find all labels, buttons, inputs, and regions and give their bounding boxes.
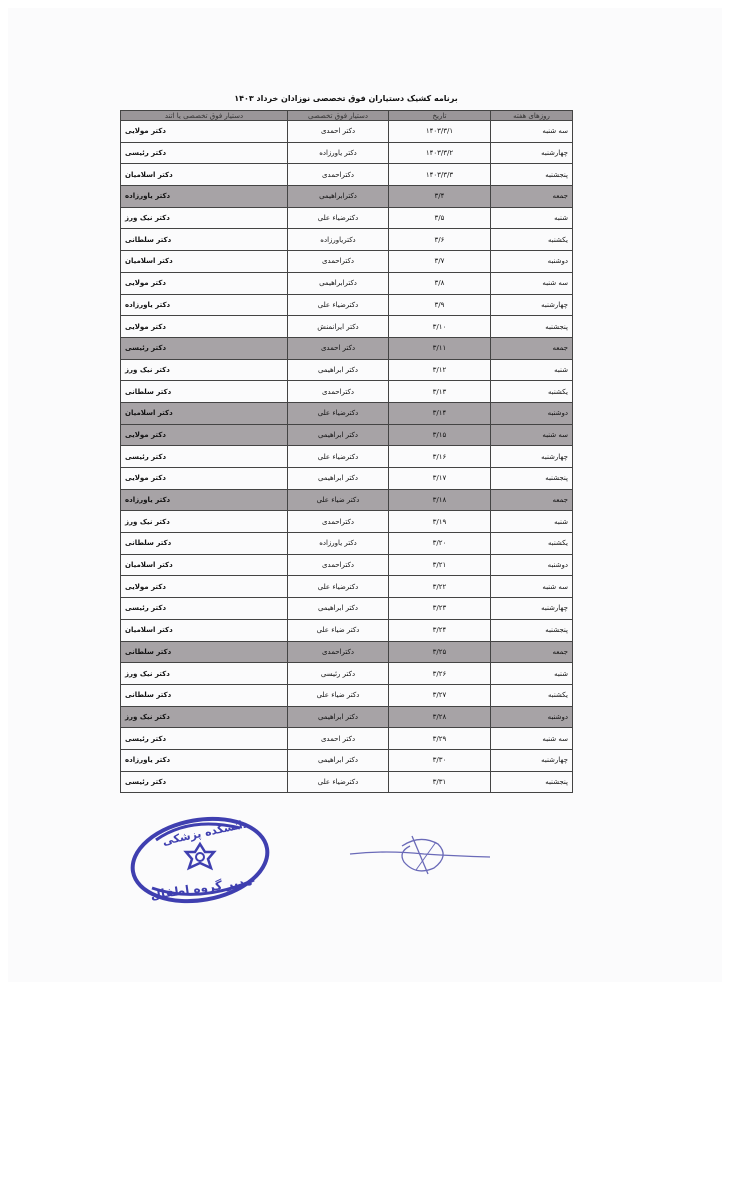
table-row [121,468,573,490]
cell-date: ۳/۱۴ [389,402,491,424]
cell-attending: دکتر اسلامیان [121,619,288,641]
schedule-table [120,110,573,793]
cell-date: ۳/۲۷ [389,684,491,706]
table-row [121,728,573,750]
cell-day: شنبه [491,511,573,533]
cell-day: سه شنبه [491,121,573,143]
cell-date: ۳/۲۴ [389,619,491,641]
cell-date: ۱۴۰۳/۳/۳ [389,164,491,186]
table-header-row [121,111,573,121]
cell-day: چهارشنبه [491,142,573,164]
document-title: برنامه کشیک دستیاران فوق تخصصی نوزادان خرداد ۱۴۰۳ [234,94,458,103]
cell-fellow: دکتر یاورزاده [288,533,389,555]
cell-attending: دکتر نیک ورز [121,207,288,229]
cell-day: یکشنبه [491,381,573,403]
cell-attending: دکتر رئیسی [121,337,288,359]
cell-fellow: دکترضیاء علی [288,446,389,468]
table-row [121,598,573,620]
cell-date: ۳/۵ [389,207,491,229]
cell-fellow: دکتر رئیسی [288,663,389,685]
cell-date: ۳/۲۵ [389,641,491,663]
cell-day: جمعه [491,337,573,359]
cell-date: ۳/۲۰ [389,533,491,555]
cell-attending: دکتر مولایی [121,576,288,598]
cell-attending: دکتر یاورزاده [121,749,288,771]
table-row [121,576,573,598]
table-row [121,489,573,511]
cell-fellow: دکترابراهیمی [288,272,389,294]
cell-fellow: دکتر ضیاء علی [288,619,389,641]
cell-fellow: دکتراحمدی [288,164,389,186]
cell-attending: دکتر سلطانی [121,533,288,555]
table-row [121,359,573,381]
cell-day: سه شنبه [491,272,573,294]
cell-fellow: دکتر ابراهیمی [288,749,389,771]
cell-day: چهارشنبه [491,598,573,620]
cell-date: ۳/۲۹ [389,728,491,750]
cell-fellow: دکتر یاورزاده [288,142,389,164]
cell-day: شنبه [491,663,573,685]
header-fellow: دستیار فوق تخصصی [288,111,389,121]
cell-attending: دکتر اسلامیان [121,554,288,576]
cell-date: ۳/۶ [389,229,491,251]
cell-attending: دکتر اسلامیان [121,164,288,186]
stamp-line-faculty: دانشکده پزشکی [161,817,250,848]
emblem-icon [186,844,214,868]
table-row [121,424,573,446]
cell-date: ۳/۱۸ [389,489,491,511]
cell-date: ۳/۱۱ [389,337,491,359]
cell-date: ۳/۱۵ [389,424,491,446]
table-row [121,402,573,424]
table-row [121,446,573,468]
cell-attending: دکتر یاورزاده [121,489,288,511]
cell-date: ۱۴۰۳/۳/۲ [389,142,491,164]
cell-attending: دکتر نیک ورز [121,706,288,728]
cell-date: ۳/۴ [389,186,491,208]
cell-day: پنجشنبه [491,468,573,490]
table-row [121,207,573,229]
cell-fellow: دکتراحمدی [288,511,389,533]
table-row [121,641,573,663]
cell-attending: دکتر یاورزاده [121,186,288,208]
cell-fellow: دکتر ابراهیمی [288,424,389,446]
cell-fellow: دکتراحمدی [288,641,389,663]
table-row [121,554,573,576]
table-row [121,186,573,208]
cell-attending: دکتر نیک ورز [121,359,288,381]
cell-attending: دکتر مولایی [121,316,288,338]
cell-attending: دکتر مولایی [121,272,288,294]
cell-date: ۳/۷ [389,251,491,273]
cell-fellow: دکتراحمدی [288,554,389,576]
cell-attending: دکتر مولایی [121,121,288,143]
cell-attending: دکتر رئیسی [121,728,288,750]
table-row [121,706,573,728]
cell-date: ۳/۲۸ [389,706,491,728]
cell-fellow: دکتر ابراهیمی [288,468,389,490]
cell-date: ۳/۱۰ [389,316,491,338]
cell-day: یکشنبه [491,229,573,251]
table-row [121,533,573,555]
cell-attending: دکتر سلطانی [121,229,288,251]
cell-day: چهارشنبه [491,446,573,468]
cell-day: دوشنبه [491,554,573,576]
cell-fellow: دکترضیاء علی [288,771,389,793]
cell-day: چهارشنبه [491,749,573,771]
cell-day: پنجشنبه [491,316,573,338]
cell-attending: دکتر مولایی [121,424,288,446]
signature [346,830,494,880]
stamp-line-department: مدیر گروه اطفال [149,873,254,903]
schedule-body [121,121,573,793]
table-row [121,749,573,771]
cell-fellow: دکترضیاء علی [288,294,389,316]
cell-fellow: دکتر ابراهیمی [288,706,389,728]
table-row [121,272,573,294]
table-row [121,663,573,685]
cell-attending: دکتر سلطانی [121,381,288,403]
cell-fellow: دکتر احمدی [288,728,389,750]
table-row [121,511,573,533]
table-row [121,771,573,793]
cell-day: چهارشنبه [491,294,573,316]
cell-day: دوشنبه [491,706,573,728]
cell-date: ۳/۲۱ [389,554,491,576]
cell-fellow: دکترضیاء علی [288,207,389,229]
table-row [121,316,573,338]
cell-attending: دکتر رئیسی [121,598,288,620]
cell-attending: دکتر نیک ورز [121,663,288,685]
cell-date: ۳/۸ [389,272,491,294]
cell-day: سه شنبه [491,728,573,750]
cell-date: ۱۴۰۳/۳/۱ [389,121,491,143]
cell-attending: دکتر رئیسی [121,142,288,164]
cell-fellow: دکتریاورزاده [288,229,389,251]
cell-day: پنجشنبه [491,619,573,641]
header-day: روزهای هفته [491,111,573,121]
cell-attending: دکتر اسلامیان [121,402,288,424]
cell-attending: دکتر مولایی [121,468,288,490]
table-row [121,294,573,316]
cell-attending: دکتر اسلامیان [121,251,288,273]
cell-day: پنجشنبه [491,164,573,186]
cell-date: ۳/۲۳ [389,598,491,620]
cell-fellow: دکتر ابراهیمی [288,359,389,381]
header-date: تاریخ [389,111,491,121]
cell-attending: دکتر نیک ورز [121,511,288,533]
cell-day: جمعه [491,489,573,511]
cell-fellow: دکتراحمدی [288,251,389,273]
cell-date: ۳/۲۶ [389,663,491,685]
cell-date: ۳/۱۲ [389,359,491,381]
table-row [121,142,573,164]
table-row [121,121,573,143]
cell-fellow: دکتر ضیاء علی [288,489,389,511]
cell-day: دوشنبه [491,402,573,424]
cell-day: جمعه [491,186,573,208]
cell-fellow: دکترضیاء علی [288,576,389,598]
cell-date: ۳/۹ [389,294,491,316]
table-row [121,684,573,706]
table-row [121,381,573,403]
cell-day: سه شنبه [491,424,573,446]
cell-day: سه شنبه [491,576,573,598]
cell-attending: دکتر سلطانی [121,684,288,706]
cell-day: دوشنبه [491,251,573,273]
table-row [121,164,573,186]
table-row [121,251,573,273]
cell-attending: دکتر یاورزاده [121,294,288,316]
table-row [121,619,573,641]
cell-attending: دکتر رئیسی [121,446,288,468]
cell-day: شنبه [491,359,573,381]
table-row [121,337,573,359]
header-attending: دستیار فوق تخصصی یا اتند [121,111,288,121]
cell-fellow: دکتراحمدی [288,381,389,403]
cell-date: ۳/۱۳ [389,381,491,403]
cell-fellow: دکتر احمدی [288,121,389,143]
cell-attending: دکتر رئیسی [121,771,288,793]
cell-date: ۳/۱۶ [389,446,491,468]
cell-fellow: دکتر ایرانمنش [288,316,389,338]
cell-attending: دکتر سلطانی [121,641,288,663]
cell-date: ۳/۳۰ [389,749,491,771]
cell-date: ۳/۱۹ [389,511,491,533]
table-row [121,229,573,251]
cell-day: شنبه [491,207,573,229]
cell-fellow: دکتر ضیاء علی [288,684,389,706]
cell-day: جمعه [491,641,573,663]
cell-date: ۳/۲۲ [389,576,491,598]
cell-day: یکشنبه [491,684,573,706]
cell-fellow: دکتر ابراهیمی [288,598,389,620]
cell-date: ۳/۳۱ [389,771,491,793]
cell-day: پنجشنبه [491,771,573,793]
faculty-stamp [128,810,276,906]
cell-fellow: دکترابراهیمی [288,186,389,208]
cell-fellow: دکتر احمدی [288,337,389,359]
cell-date: ۳/۱۷ [389,468,491,490]
cell-day: یکشنبه [491,533,573,555]
cell-fellow: دکترضیاء علی [288,402,389,424]
